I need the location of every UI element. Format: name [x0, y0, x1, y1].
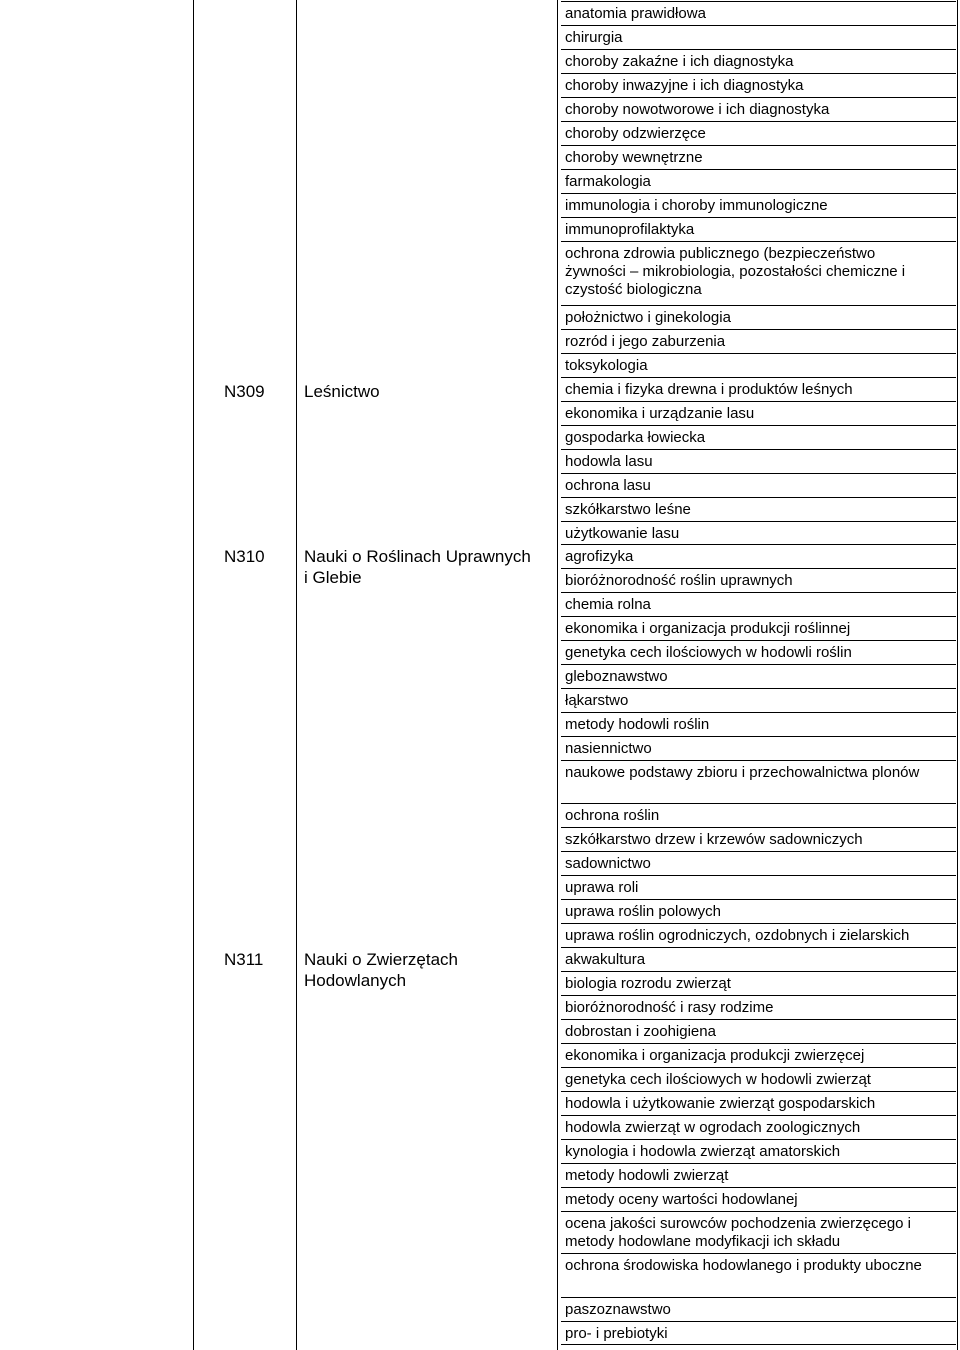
- table-row-rule: [561, 760, 956, 761]
- discipline-name: [304, 546, 531, 588]
- subdiscipline-label: hodowla i użytkowanie zwierząt gospodarskich: [565, 1095, 876, 1112]
- subdiscipline-label: ochrona zdrowia publicznego (bezpieczeństwo: [565, 245, 876, 262]
- subdiscipline-label: chemia rolna: [565, 596, 651, 613]
- table-row-rule: [561, 1187, 956, 1188]
- discipline-name: [304, 381, 380, 402]
- subdiscipline-label: ocena jakości surowców pochodzenia zwierzęcego i: [565, 1215, 912, 1232]
- table-row-rule: [561, 851, 956, 852]
- subdiscipline-label: nasiennictwo: [565, 740, 652, 757]
- table-row-rule: [561, 1321, 956, 1322]
- subdiscipline-cell: [565, 903, 721, 921]
- subdiscipline-cell: [565, 740, 652, 758]
- subdiscipline-label: toksykologia: [565, 357, 648, 374]
- subdiscipline-cell: [565, 453, 653, 471]
- subdiscipline-cell: [565, 668, 668, 686]
- subdiscipline-cell: [565, 1167, 728, 1185]
- subdiscipline-label: farmakologia: [565, 173, 651, 190]
- table-column-rule: [957, 0, 958, 1350]
- subdiscipline-label: łąkarstwo: [565, 692, 629, 709]
- subdiscipline-cell: [565, 525, 679, 543]
- discipline-name-line: Leśnictwo: [304, 382, 380, 401]
- subdiscipline-cell: [565, 501, 691, 519]
- discipline-name-line: Nauki o Zwierzętach: [304, 950, 459, 969]
- subdiscipline-cell: [565, 333, 725, 351]
- table-row-rule: [561, 241, 956, 242]
- table-row-rule: [561, 875, 956, 876]
- subdiscipline-cell: [565, 197, 828, 215]
- table-row-rule: [561, 1139, 956, 1140]
- subdiscipline-label: żywności – mikrobiologia, pozostałości chemiczne i: [565, 263, 906, 280]
- subdiscipline-label: dobrostan i zoohigiena: [565, 1023, 716, 1040]
- subdiscipline-cell: [565, 927, 909, 945]
- subdiscipline-label: metody hodowli roślin: [565, 716, 710, 733]
- table-row-rule: [561, 1211, 956, 1212]
- subdiscipline-cell: [565, 1023, 716, 1041]
- table-row-rule: [561, 1163, 956, 1164]
- subdiscipline-label: uprawa roślin ogrodniczych, ozdobnych i zielarskich: [565, 927, 910, 944]
- table-row-rule: [561, 995, 956, 996]
- table-row-rule: [561, 1019, 956, 1020]
- table-row-rule: [561, 736, 956, 737]
- subdiscipline-cell: [565, 125, 706, 143]
- table-row-rule: [561, 1043, 956, 1044]
- subdiscipline-label: akwakultura: [565, 951, 646, 968]
- subdiscipline-label: bioróżnorodność i rasy rodzime: [565, 999, 774, 1016]
- subdiscipline-label: gospodarka łowiecka: [565, 429, 706, 446]
- table-row-rule: [561, 544, 956, 545]
- subdiscipline-label: genetyka cech ilościowych w hodowli zwierząt: [565, 1071, 871, 1088]
- subdiscipline-cell: [565, 807, 659, 825]
- table-row-rule: [561, 169, 956, 170]
- subdiscipline-cell: [565, 951, 645, 969]
- subdiscipline-cell: [565, 1119, 860, 1137]
- subdiscipline-label: sadownictwo: [565, 855, 651, 872]
- subdiscipline-label: bioróżnorodność roślin uprawnych: [565, 572, 793, 589]
- subdiscipline-label: chemia i fizyka drewna i produktów leśnych: [565, 381, 853, 398]
- subdiscipline-cell: [565, 309, 731, 327]
- subdiscipline-cell: [565, 620, 850, 638]
- subdiscipline-label: gleboznawstwo: [565, 668, 668, 685]
- subdiscipline-cell: [565, 5, 706, 23]
- subdiscipline-label: metody hodowli zwierząt: [565, 1167, 729, 1184]
- table-row-rule: [561, 923, 956, 924]
- table-row-rule: [561, 1115, 956, 1116]
- table-row-rule: [561, 97, 956, 98]
- subdiscipline-cell: [565, 1191, 798, 1209]
- table-row-rule: [561, 425, 956, 426]
- subdiscipline-label: choroby zakaźne i ich diagnostyka: [565, 53, 794, 70]
- subdiscipline-cell: [565, 764, 919, 782]
- subdiscipline-label: metody hodowlane modyfikacji ich składu: [565, 1233, 841, 1250]
- table-row-rule: [561, 640, 956, 641]
- subdiscipline-label: rozród i jego zaburzenia: [565, 333, 726, 350]
- table-row-rule: [561, 971, 956, 972]
- subdiscipline-cell: [565, 572, 793, 590]
- table-row-rule: [561, 401, 956, 402]
- subdiscipline-label: naukowe podstawy zbioru i przechowalnictwa plonów: [565, 764, 920, 781]
- subdiscipline-label: ochrona lasu: [565, 477, 651, 494]
- subdiscipline-cell: [565, 1071, 871, 1089]
- subdiscipline-label: chirurgia: [565, 29, 623, 46]
- table-row-rule: [561, 521, 956, 522]
- table-row-rule: [561, 947, 956, 948]
- subdiscipline-cell: [565, 29, 623, 47]
- subdiscipline-label: agrofizyka: [565, 548, 634, 565]
- subdiscipline-label: ekonomika i organizacja produkcji zwierzęcej: [565, 1047, 865, 1064]
- table-row-rule: [561, 73, 956, 74]
- table-row-rule: [561, 329, 956, 330]
- discipline-name-line: i Glebie: [304, 568, 362, 587]
- subdiscipline-cell: [565, 831, 863, 849]
- subdiscipline-cell: [565, 1047, 864, 1065]
- subdiscipline-label: hodowla lasu: [565, 453, 653, 470]
- subdiscipline-label: ekonomika i organizacja produkcji roślinnej: [565, 620, 851, 637]
- table-row-rule: [561, 497, 956, 498]
- discipline-name: [304, 949, 458, 991]
- subdiscipline-label: czystość biologiczna: [565, 281, 702, 298]
- subdiscipline-cell: [565, 149, 703, 167]
- subdiscipline-label: metody oceny wartości hodowlanej: [565, 1191, 798, 1208]
- subdiscipline-label: uprawa roślin polowych: [565, 903, 721, 920]
- subdiscipline-label: choroby odzwierzęce: [565, 125, 706, 142]
- table-row-rule: [561, 25, 956, 26]
- table-row-rule: [561, 377, 956, 378]
- table-row-rule: [561, 1253, 956, 1254]
- discipline-code: N311: [224, 950, 264, 969]
- table-row-rule: [561, 568, 956, 569]
- table-column-rule: [557, 0, 558, 1350]
- subdiscipline-label: biologia rozrodu zwierząt: [565, 975, 731, 992]
- table-row-rule: [561, 193, 956, 194]
- subdiscipline-cell: [565, 101, 829, 119]
- subdiscipline-cell: [565, 855, 651, 873]
- subdiscipline-cell: [565, 975, 731, 993]
- subdiscipline-cell: [565, 53, 793, 71]
- table-row-rule: [561, 145, 956, 146]
- table-row-rule: [561, 803, 956, 804]
- subdiscipline-label: choroby inwazyjne i ich diagnostyka: [565, 77, 804, 94]
- subdiscipline-label: choroby nowotworowe i ich diagnostyka: [565, 101, 830, 118]
- subdiscipline-label: szkółkarstwo leśne: [565, 501, 691, 518]
- subdiscipline-cell: [565, 405, 754, 423]
- discipline-name-line: Nauki o Roślinach Uprawnych: [304, 547, 531, 566]
- subdiscipline-label: genetyka cech ilościowych w hodowli roślin: [565, 644, 852, 661]
- subdiscipline-cell: [565, 1257, 922, 1275]
- table-row-rule: [561, 1091, 956, 1092]
- subdiscipline-cell: [565, 692, 628, 710]
- table-row-rule: [561, 827, 956, 828]
- table-row-rule: [561, 688, 956, 689]
- subdiscipline-label: ochrona środowiska hodowlanego i produkty uboczne: [565, 1257, 922, 1274]
- subdiscipline-cell: [565, 999, 773, 1017]
- table-row-rule: [561, 664, 956, 665]
- subdiscipline-cell: [565, 357, 648, 375]
- table-row-rule: [561, 592, 956, 593]
- subdiscipline-label: kynologia i hodowla zwierząt amatorskich: [565, 1143, 841, 1160]
- subdiscipline-cell: [565, 879, 638, 897]
- subdiscipline-cell: [565, 221, 694, 239]
- table-row-rule: [561, 1297, 956, 1298]
- subdiscipline-label: anatomia prawidłowa: [565, 5, 706, 22]
- subdiscipline-label: położnictwo i ginekologia: [565, 309, 731, 326]
- subdiscipline-label: ochrona roślin: [565, 807, 660, 824]
- subdiscipline-label: uprawa roli: [565, 879, 639, 896]
- subdiscipline-cell: [565, 381, 853, 399]
- subdiscipline-cell: [565, 1301, 671, 1319]
- table-row-rule: [561, 449, 956, 450]
- table-row-rule: [561, 353, 956, 354]
- subdiscipline-label: choroby wewnętrzne: [565, 149, 703, 166]
- subdiscipline-cell: [565, 245, 905, 299]
- discipline-code: N310: [224, 547, 265, 566]
- table-row-rule: [561, 121, 956, 122]
- subdiscipline-label: immunoprofilaktyka: [565, 221, 695, 238]
- discipline-code: N309: [224, 382, 265, 401]
- subdiscipline-cell: [565, 548, 633, 566]
- table-row-rule: [561, 1067, 956, 1068]
- subdiscipline-cell: [565, 77, 803, 95]
- subdiscipline-cell: [565, 477, 651, 495]
- discipline-name-line: Hodowlanych: [304, 971, 407, 990]
- table-column-rule: [296, 0, 297, 1350]
- table-column-rule: [193, 0, 194, 1350]
- subdiscipline-label: ekonomika i urządzanie lasu: [565, 405, 755, 422]
- table-row-rule: [561, 49, 956, 50]
- subdiscipline-cell: [565, 429, 705, 447]
- subdiscipline-label: szkółkarstwo drzew i krzewów sadowniczych: [565, 831, 863, 848]
- table-row-rule: [561, 473, 956, 474]
- subdiscipline-cell: [565, 173, 651, 191]
- table-row-rule: [561, 616, 956, 617]
- subdiscipline-cell: [565, 716, 709, 734]
- subdiscipline-cell: [565, 596, 651, 614]
- subdiscipline-label: paszoznawstwo: [565, 1301, 671, 1318]
- table-row-rule: [561, 305, 956, 306]
- subdiscipline-label: użytkowanie lasu: [565, 525, 680, 542]
- subdiscipline-cell: [565, 1095, 875, 1113]
- table-row-rule: [561, 217, 956, 218]
- subdiscipline-label: pro- i prebiotyki: [565, 1325, 668, 1342]
- subdiscipline-label: immunologia i choroby immunologiczne: [565, 197, 828, 214]
- subdiscipline-label: hodowla zwierząt w ogrodach zoologicznych: [565, 1119, 861, 1136]
- table-row-rule: [561, 899, 956, 900]
- subdiscipline-cell: [565, 1143, 840, 1161]
- subdiscipline-cell: [565, 1325, 668, 1343]
- subdiscipline-cell: [565, 644, 852, 662]
- table-row-rule: [561, 1344, 956, 1345]
- table-row-rule: [561, 712, 956, 713]
- table-row-rule: [561, 1, 956, 2]
- subdiscipline-cell: [565, 1215, 911, 1251]
